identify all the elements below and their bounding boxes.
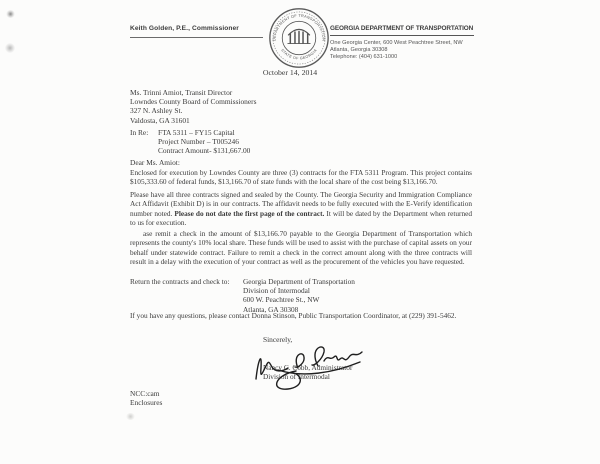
seal-arch-glyph <box>288 29 310 43</box>
in-re-block <box>130 128 250 156</box>
paragraph-instructions-pre: Please have all three contracts signed and sealed by the County. The Georgia Security and Immigration Compliance Act Affidavit (Exhibit D) is in our contracts. The affidavit needs to be fully executed with the E-Verify identification number noted. <box>130 190 472 218</box>
seal-bottom-text: STATE OF GEORGIA <box>280 48 318 61</box>
recipient-address <box>130 88 256 125</box>
address-line: Telephone: (404) 631-1000 <box>330 53 398 60</box>
georgia-dot-seal-icon <box>267 7 331 69</box>
recipient-line: Valdosta, GA 31601 <box>130 115 190 125</box>
letter-date: October 14, 2014 <box>262 68 318 77</box>
scan-artifact <box>5 43 15 53</box>
in-re-line: Project Number – T005246 <box>158 137 239 147</box>
return-label: Return the contracts and check to: <box>130 277 230 286</box>
paragraph-instructions-bold: Please do not date the first page of the contract. <box>174 208 325 218</box>
paragraph-enclosed: Enclosed for execution by Lowndes County are three (3) contracts for the FTA 5311 Program. This project contains $105,333.60 of federal funds, $13,166.70 of state funds with the local share of the cost being $13,166.70. <box>130 168 472 187</box>
recipient-line: Ms. Trinni Amiot, Transit Director <box>130 88 233 97</box>
return-line: Division of Intermodal <box>243 286 310 296</box>
return-line: Georgia Department of Transportation <box>243 277 355 286</box>
scan-artifact <box>6 10 15 18</box>
paragraph-instructions <box>130 190 472 227</box>
typist-initials: NCC:cam <box>130 389 160 398</box>
signer-name: Nancy C. Cobb, Administrator <box>263 363 353 372</box>
address-line: Atlanta, Georgia 30308 <box>330 46 388 53</box>
footer-block <box>130 389 162 407</box>
paragraph-instructions-post: It will be dated by the Department when returned to us for execution. <box>130 208 473 227</box>
recipient-line: 327 N. Ashley St. <box>130 106 183 116</box>
paragraph-remit-check: ase remit a check in the amount of $13,166.70 payable to the Georgia Department of Transportation which represents the county's 10% local share. These funds will be used to assist with the purchase of capital assets on your behalf under statewide contract. Failure to remit a check in the correct amount along with the three contracts will result in a delay with the execution of your contract as well as the procurement of the vehicles you have requested. <box>130 229 472 266</box>
salutation: Dear Ms. Amiot: <box>130 158 180 167</box>
in-re-line: Contract Amount- $131,667.00 <box>158 146 251 156</box>
return-address-block <box>130 277 355 314</box>
department-address <box>330 40 463 61</box>
recipient-line: Lowndes County Board of Commissioners <box>130 97 257 107</box>
seal-top-text: DEPARTMENT OF TRANSPORTATION <box>272 13 326 42</box>
in-re-line: FTA 5311 – FY15 Capital <box>158 128 235 137</box>
department-title: GEORGIA DEPARTMENT OF TRANSPORTATION <box>330 25 474 36</box>
scan-artifact <box>126 413 135 420</box>
return-line: 600 W. Peachtree St., NW <box>243 295 320 305</box>
in-re-label: In Re: <box>130 128 149 137</box>
return-lines <box>243 277 355 314</box>
return-line: Atlanta, GA 30308 <box>243 304 299 314</box>
in-re-lines <box>158 128 250 156</box>
enclosures-note: Enclosures <box>130 398 163 408</box>
signer-division: Division of Intermodal <box>263 371 330 381</box>
address-line: One Georgia Center, 600 West Peachtree Street, NW <box>330 40 463 46</box>
closing: Sincerely, <box>263 335 293 344</box>
contact-paragraph: If you have any questions, please contact Donna Stinson, Public Transportation Coordinator, at (229) 391-5462. <box>130 311 457 320</box>
handwritten-signature <box>248 339 378 406</box>
commissioner-name: Keith Golden, P.E., Commissioner <box>130 25 263 38</box>
